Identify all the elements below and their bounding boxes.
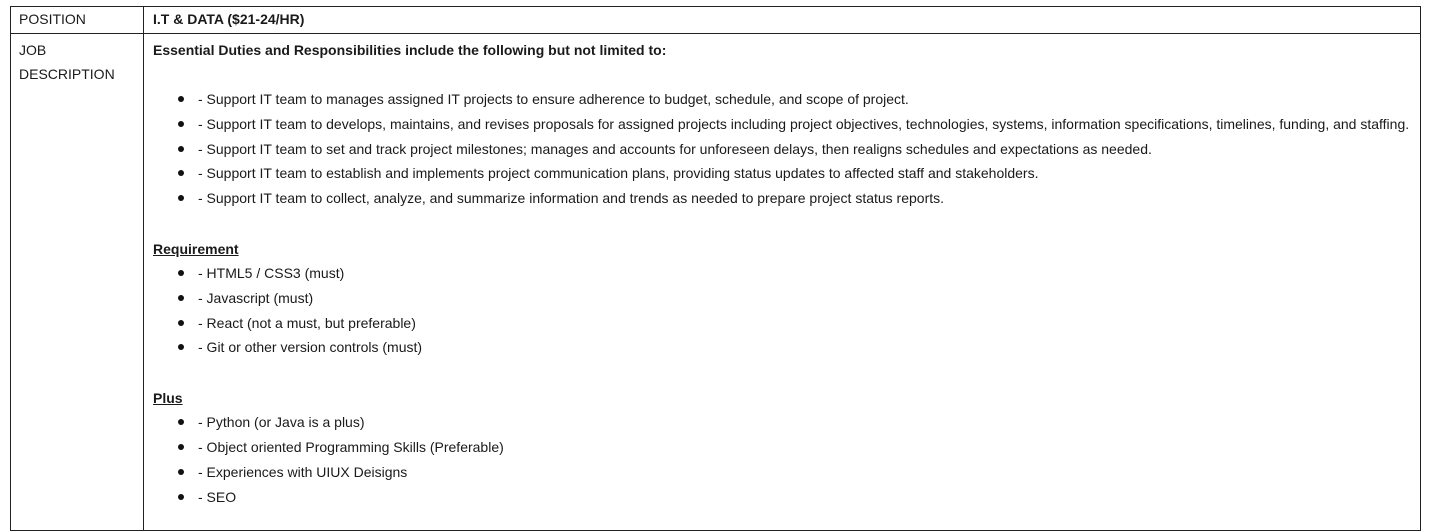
position-row — [11, 7, 1421, 34]
job-description-label-line2: DESCRIPTION — [19, 66, 115, 82]
list-item: - Javascript (must) — [153, 286, 1412, 311]
job-description-row — [11, 34, 1421, 531]
job-description-label — [11, 34, 144, 531]
duties-intro: Essential Duties and Responsibilities include the following but not limited to: — [153, 42, 667, 58]
list-item: - Support IT team to develops, maintains, and revises proposals for assigned projects including project objectives, technologies, systems, information specifications, timelines, funding, and staffing. — [153, 112, 1412, 137]
plus-list — [153, 410, 1412, 509]
list-item: - Support IT team to collect, analyze, and summarize information and trends as needed to prepare project status reports. — [153, 186, 1412, 211]
duties-list — [153, 87, 1412, 211]
list-item: - SEO — [153, 485, 1412, 510]
list-item: - Support IT team to manages assigned IT projects to ensure adherence to budget, schedule, and scope of project. — [153, 87, 1412, 112]
list-item: - HTML5 / CSS3 (must) — [153, 261, 1412, 286]
job-description-content — [144, 34, 1421, 531]
list-item: - Object oriented Programming Skills (Preferable) — [153, 435, 1412, 460]
list-item: - Experiences with UIUX Deisigns — [153, 460, 1412, 485]
list-item: - React (not a must, but preferable) — [153, 311, 1412, 336]
position-value: I.T & DATA ($21-24/HR) — [144, 7, 1421, 34]
list-item: - Support IT team to set and track project milestones; manages and accounts for unforeseen delays, then realigns schedules and expectations as needed. — [153, 137, 1412, 162]
plus-heading: Plus — [153, 390, 183, 407]
list-item: - Git or other version controls (must) — [153, 335, 1412, 360]
list-item: - Support IT team to establish and implements project communication plans, providing status updates to affected staff and stakeholders. — [153, 161, 1412, 186]
requirement-heading: Requirement — [153, 240, 239, 257]
list-item: - Python (or Java is a plus) — [153, 410, 1412, 435]
job-posting-table — [10, 6, 1421, 531]
position-label: POSITION — [11, 7, 144, 34]
job-description-label-line1: JOB — [19, 42, 47, 58]
requirements-list — [153, 261, 1412, 360]
